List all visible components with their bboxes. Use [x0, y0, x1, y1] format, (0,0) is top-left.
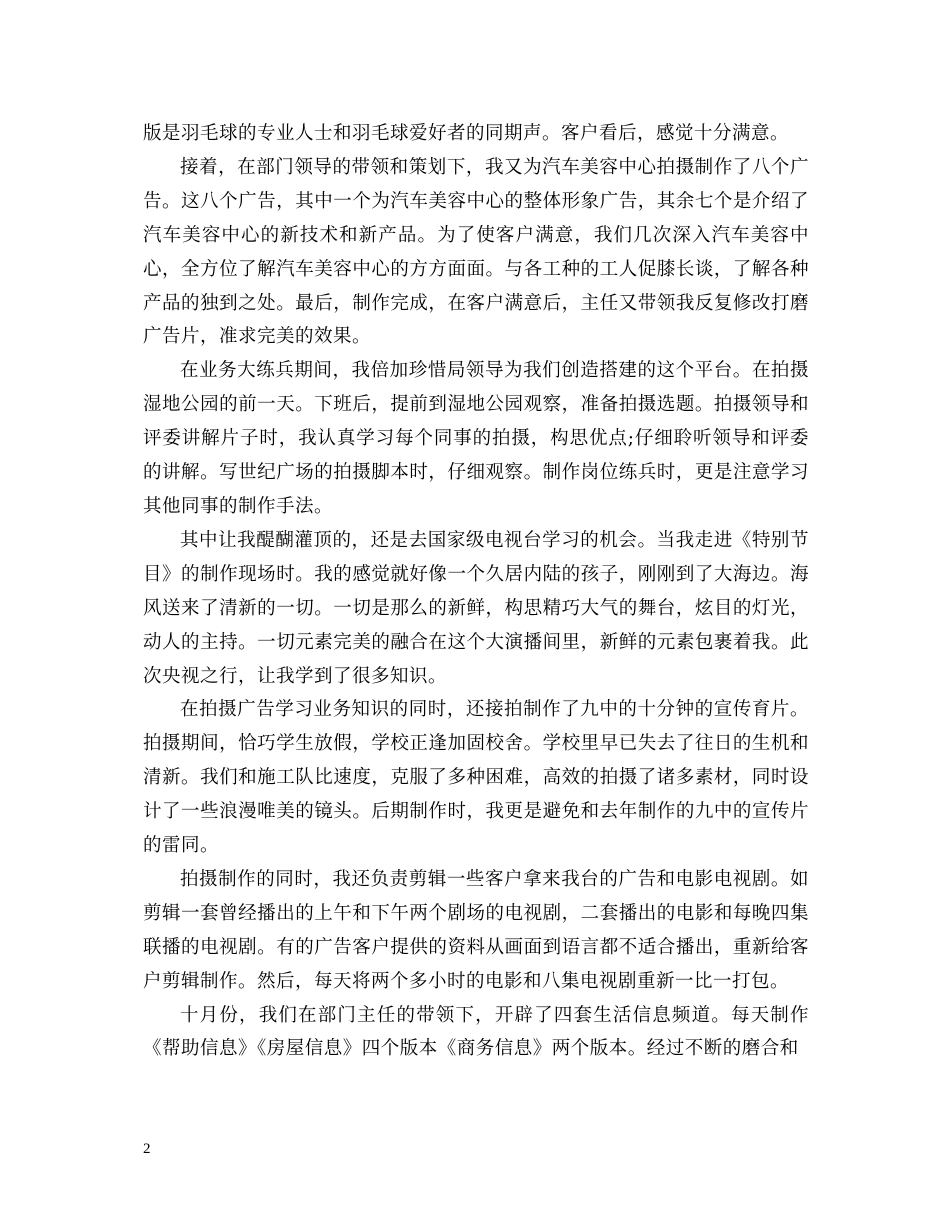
- paragraph-2: 接着，在部门领导的带领和策划下，我又为汽车美容中心拍摄制作了八个广告。这八个广告，其中一个为汽车美容中心的整体形象广告，其余七个是介绍了汽车美容中心的新技术和新产品。为了使客户满意，我们几次深入汽车美容中心，全方位了解汽车美容中心的方方面面。与各工种的工人促膝长谈，了解各种产品的独到之处。最后，制作完成，在客户满意后，主任又带领我反复修改打磨广告片，准求完美的效果。: [143, 156, 809, 348]
- paragraph-7: 十月份，我们在部门主任的带领下，开辟了四套生活信息频道。每天制作《帮助信息》《房屋信息》四个版本《商务信息》两个版本。经过不断的磨合和: [143, 1004, 809, 1060]
- paragraph-5: 在拍摄广告学习业务知识的同时，还接拍制作了九中的十分钟的宣传育片。拍摄期间，恰巧学生放假，学校正逢加固校舍。学校里早已失去了往日的生机和清新。我们和施工队比速度，克服了多种困难，高效的拍摄了诸多素材，同时设计了一些浪漫唯美的镜头。后期制作时，我更是避免和去年制作的九中的宣传片的雷同。: [143, 699, 809, 857]
- paragraph-3: 在业务大练兵期间，我倍加珍惜局领导为我们创造搭建的这个平台。在拍摄湿地公园的前一天。下班后，提前到湿地公园观察，准备拍摄选题。拍摄领导和评委讲解片子时，我认真学习每个同事的拍摄，构思优点;仔细聆听领导和评委的讲解。写世纪广场的拍摄脚本时，仔细观察。制作岗位练兵时，更是注意学习其他同事的制作手法。: [143, 360, 809, 517]
- paragraph-4: 其中让我醍醐灌顶的，还是去国家级电视台学习的机会。当我走进《特别节目》的制作现场时。我的感觉就好像一个久居内陆的孩子，刚刚到了大海边。海风送来了清新的一切。一切是那么的新鲜，构思精巧大气的舞台，炫目的灯光，动人的主持。一切元素完美的融合在这个大演播间里，新鲜的元素包裹着我。此次央视之行，让我学到了很多知识。: [143, 529, 809, 687]
- paragraph-6: 拍摄制作的同时，我还负责剪辑一些客户拿来我台的广告和电影电视剧。如剪辑一套曾经播出的上午和下午两个剧场的电视剧，二套播出的电影和每晚四集联播的电视剧。有的广告客户提供的资料从画面到语言都不适合播出，重新给客户剪辑制作。然后，每天将两个多小时的电影和八集电视剧重新一比一打包。: [143, 868, 809, 992]
- page-number: 2: [143, 1141, 151, 1157]
- paragraph-1: 版是羽毛球的专业人士和羽毛球爱好者的同期声。客户看后，感觉十分满意。: [143, 123, 790, 144]
- body-text: [143, 117, 809, 1066]
